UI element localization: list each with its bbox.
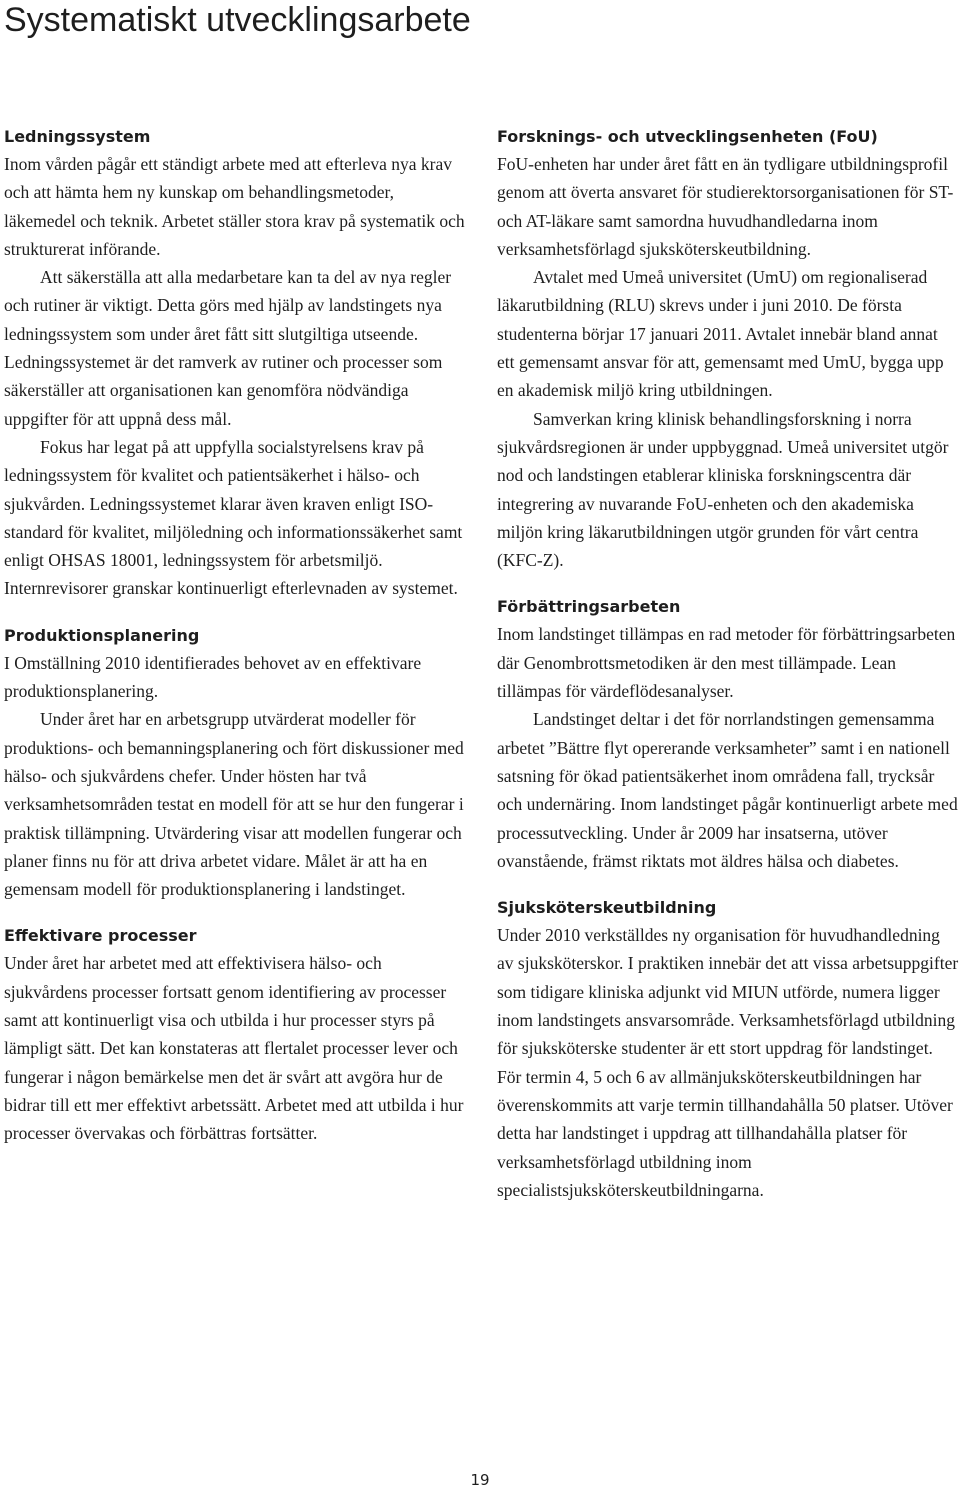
right-column xyxy=(497,124,959,1204)
section-fou xyxy=(497,124,959,574)
paragraph: Under året har arbetet med att effektivisera hälso- och sjukvårdens processer fortsatt genom identifiering av processer samt att kontinuerligt visa och utbilda i hur processer styrs på lämpligt sätt. Det kan konstateras att flertalet processer lever och fungerar i någon bemärkelse men det är svårt att avgöra hur de bidrar till ett mer effektivt arbetssätt. Arbetet med att utbilda i hur processer övervakas och förbättras fortsätter. xyxy=(4,953,464,1144)
section-heading: Produktionsplanering xyxy=(4,625,200,645)
paragraph: Under året har en arbetsgrupp utvärderat modeller för produktions- och bemanningsplanering och fört diskussioner med hälso- och sjukvårdens chefer. Under hösten har två verksamhetsområden testat en modell för att se hur den fungerar i praktisk tillämpning. Utvärdering visar att modellen fungerar och planer finns nu för att driva arbetet vidare. Målet är att ha en gemensam modell för produktionsplanering i landstinget. xyxy=(4,709,464,900)
section-heading: Effektivare processer xyxy=(4,926,197,946)
section-forbattringsarbeten xyxy=(497,594,959,875)
paragraph: FoU-enheten har under året fått en än tydligare utbildningsprofil genom att överta ansvaret för studierektorsorganisationen för ST- och AT-läkare samt samordna huvudhandledarna inom verksamhetsförlagd sjuksköterskeutbildning. xyxy=(497,154,954,259)
paragraph: Samverkan kring klinisk behandlingsforskning i norra sjukvårdsregionen är under uppbyggnad. Umeå universitet utgör nod och landstingen etablerar kliniska forskningscentra där integrering av nuvarande FoU-enheten och den akademiska miljön kring läkarutbildningen utgör grunden för vårt centra (KFC-Z). xyxy=(497,408,949,571)
section-effektivare-processer xyxy=(4,923,466,1147)
paragraph: Under 2010 verkställdes ny organisation för huvudhandledning av sjuksköterskor. I praktiken innebär det att vissa arbetsuppgifter som tidigare kliniska adjunkt vid MIUN utförde, numera ligger inom landstingets ansvarsområde. Verksamhetsförlagd utbildning för sjuksköterske studenter är ett stort uppdrag för landstinget. För termin 4, 5 och 6 av allmänjuksköterskeutbildningen har överenskommits att varje termin tillhandahålla 50 platser. Utöver detta har landstinget i uppdrag att tillhandahålla platser för verksamhetsförlagd utbildning inom specialistsjuksköterskeutbildningarna. xyxy=(497,925,959,1200)
paragraph: Avtalet med Umeå universitet (UmU) om regionaliserad läkarutbildning (RLU) skrevs under i juni 2010. De första studenterna börjar 17 januari 2011. Avtalet innebär bland annat ett gemensamt ansvar för att, gemensamt med UmU, bygga upp en akademisk miljö kring utbildningen. xyxy=(497,267,944,401)
section-produktionsplanering xyxy=(4,623,466,904)
section-heading: Sjuksköterskeutbildning xyxy=(497,898,717,918)
paragraph: Inom landstinget tillämpas en rad metoder för förbättringsarbeten där Genombrottsmetodiken är den mest tillämpade. Lean tillämpas för värdeflödesanalyser. xyxy=(497,624,956,702)
left-column xyxy=(4,124,466,1148)
section-sjukskoterskeutbildning xyxy=(497,895,959,1204)
paragraph: I Omställning 2010 identifierades behovet av en effektivare produktionsplanering. xyxy=(4,652,422,702)
section-ledningssystem xyxy=(4,124,466,603)
section-heading: Forsknings- och utvecklingsenheten (FoU) xyxy=(497,127,878,146)
paragraph: Landstinget deltar i det för norrlandstingen gemensamma arbetet ”Bättre flyt opererande verksamheter” samt i en nationell satsning för ökad patientsäkerhet inom områdena fall, trycksår och undernäring. Inom landstinget pågår kontinuerligt arbete med processutveckling. Under år 2009 har insatserna, utöver ovanstående, främst riktats mot äldres hälsa och diabetes. xyxy=(497,709,958,871)
paragraph: Inom vården pågår ett ständigt arbete med att efterleva nya krav och att hämta hem ny kunskap om behandlingsmetoder, läkemedel och teknik. Arbetet ställer stora krav på systematik och strukturerat införande. xyxy=(4,154,465,259)
page-title: Systematiskt utvecklingsarbete xyxy=(4,1,471,39)
section-heading: Förbättringsarbeten xyxy=(497,597,681,617)
section-heading: Ledningssystem xyxy=(4,127,151,146)
paragraph: Att säkerställa att alla medarbetare kan ta del av nya regler och rutiner är viktigt. Detta görs med hjälp av landstingets nya ledningssystem som under året fått sitt slutgiltiga utseende. Ledningssystemet är det ramverk av rutiner och processer som säkerställer att organisationen kan genomföra nödvändiga uppgifter för att uppnå dess mål. xyxy=(4,267,452,429)
page-number: 19 xyxy=(470,1471,490,1489)
paragraph: Fokus har legat på att uppfylla socialstyrelsens krav på ledningssystem för kvalitet och patientsäkerhet i hälso- och sjukvården. Ledningssystemet klarar även kraven enligt ISO-standard för kvalitet, miljöledning och informationssäkerhet samt enligt OHSAS 18001, ledningssystem för arbetsmiljö. Internrevisorer granskar kontinuerligt efterlevnaden av systemet. xyxy=(4,436,463,599)
